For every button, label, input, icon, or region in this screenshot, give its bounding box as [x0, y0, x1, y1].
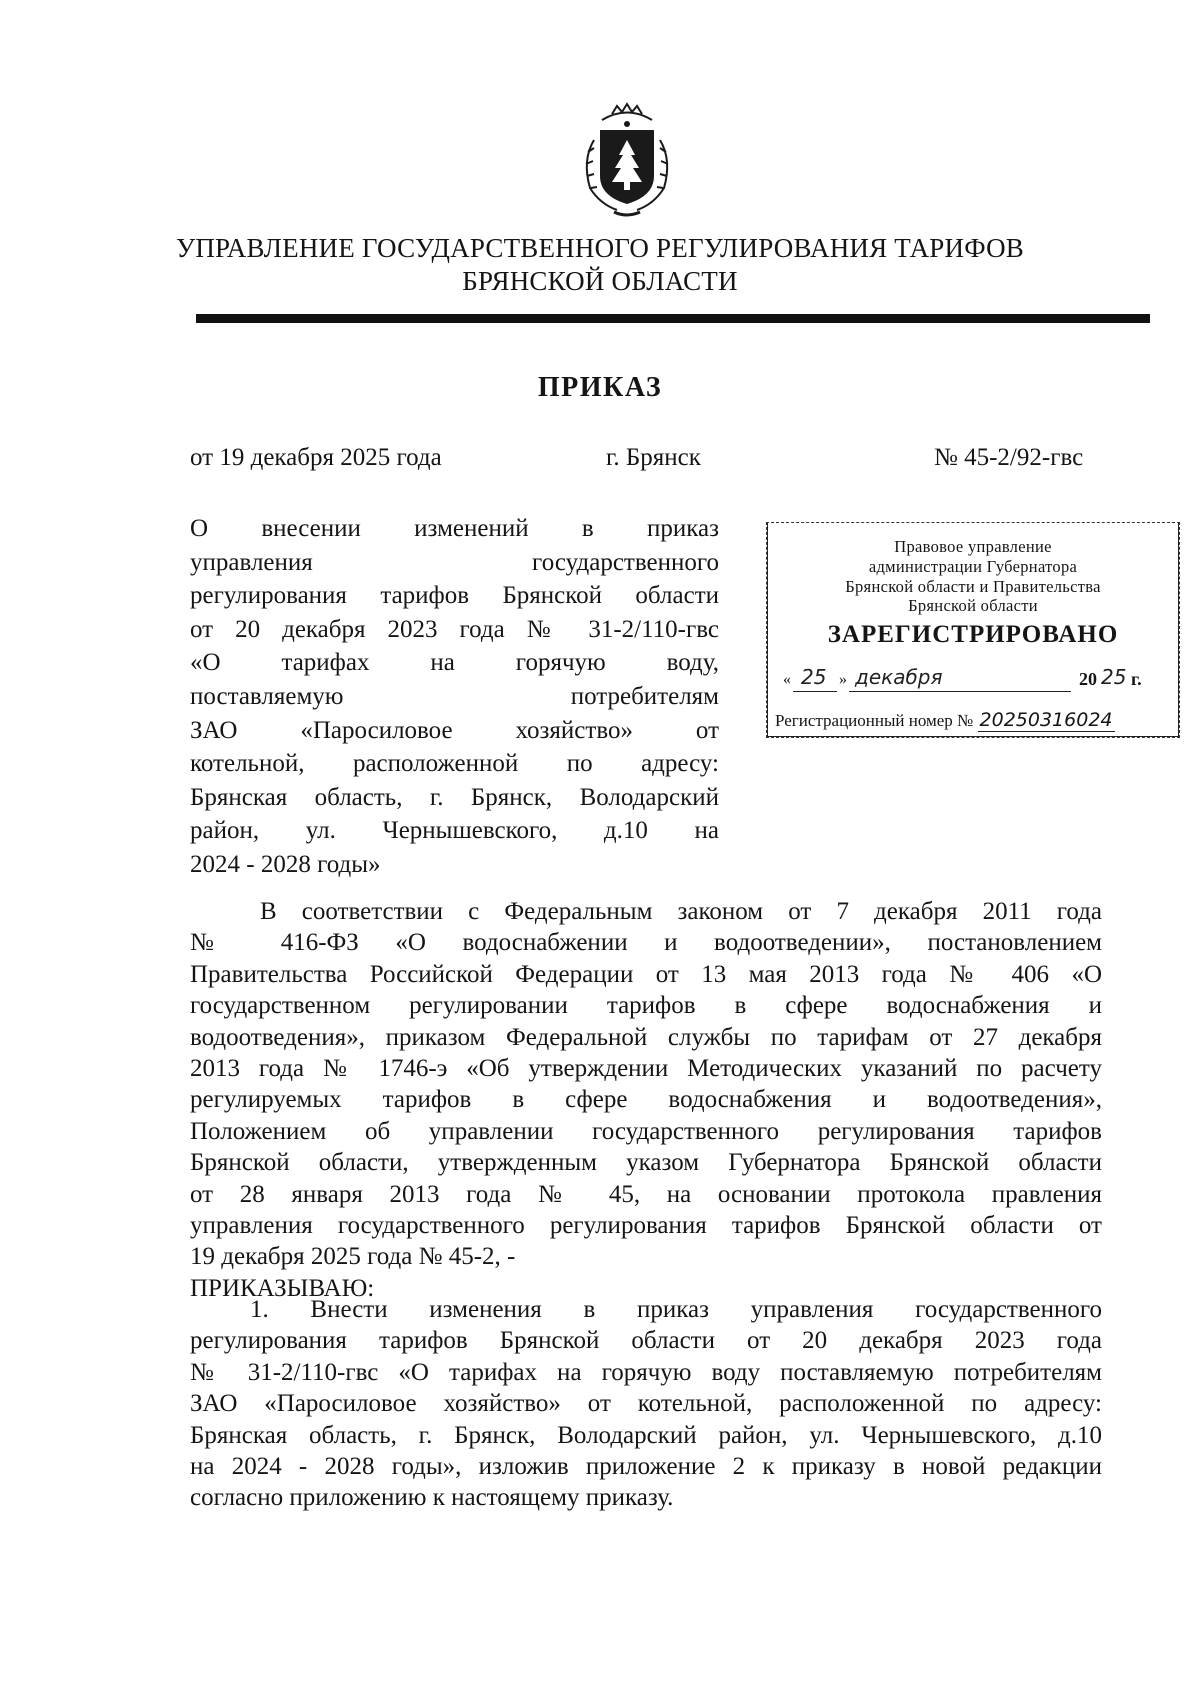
order-item-line: регулирования тарифов Брянской области от 20 декабря 2023 года [190, 1327, 1102, 1355]
subject-line: управления государственного [190, 548, 719, 576]
stamp-close-quote: » [839, 671, 847, 688]
preamble-line: Брянской области, утвержденным указом Губернатора Брянской области [190, 1149, 1102, 1177]
organization-title-line2: БРЯНСКОЙ ОБЛАСТИ [462, 266, 738, 296]
subject-line: «О тарифах на горячую воду, [190, 649, 719, 677]
preamble-line: В соответствии с Федеральным законом от 7 декабря 2011 года [260, 898, 1102, 925]
stamp-registration-number [775, 709, 1115, 731]
subject-line: регулирования тарифов Брянской области [190, 582, 719, 610]
stamp-reg-number: 20250316024 [979, 709, 1113, 731]
subject-line: 2024 - 2028 годы» [190, 850, 381, 878]
document-city: г. Брянск [606, 444, 701, 471]
stamp-line: администрации Губернатора [868, 557, 1078, 576]
order-item-line: Брянская область, г. Брянск, Володарский район, ул. Чернышевского, д.10 [190, 1421, 1102, 1449]
stamp-year-end: г. [1131, 669, 1142, 689]
preamble-line: Правительства Российской Федерации от 13 мая 2013 года № 406 «О [190, 960, 1102, 988]
order-item-1 [190, 1294, 1102, 1514]
stamp-line: Брянской области и Правительства [845, 577, 1101, 596]
organization-title [150, 232, 1050, 298]
preamble-line: от 28 января 2013 года № 45, на основании протокола правления [190, 1180, 1102, 1208]
order-keyword: ПРИКАЗЫВАЮ: [190, 1274, 375, 1302]
preamble-line: Положением об управлении государственного регулирования тарифов [190, 1117, 1102, 1145]
order-item-line: ЗАО «Паросиловое хозяйство» от котельной, расположенной по адресу: [190, 1390, 1102, 1418]
registration-stamp [766, 522, 1180, 738]
preamble-paragraph [190, 896, 1102, 1304]
stamp-reg-label: Регистрационный номер № [775, 711, 974, 730]
subject-line: поставляемую потребителям [190, 682, 719, 710]
coat-of-arms-icon [572, 100, 682, 220]
stamp-registered-label: ЗАРЕГИСТРИРОВАНО [827, 621, 1119, 648]
stamp-day: 25 [801, 665, 827, 689]
subject-line: О внесении изменений в приказ [190, 515, 719, 542]
stamp-month: декабря [855, 665, 943, 689]
preamble-line: 19 декабря 2025 года № 45-2, - [190, 1243, 516, 1271]
order-item-line: 1. Внести изменения в приказ управления государственного [250, 1296, 1102, 1323]
stamp-open-quote: « [783, 671, 791, 688]
stamp-year-prefix: 20 [1079, 669, 1097, 689]
order-item-line: согласно приложению к настоящему приказу. [190, 1484, 674, 1512]
subject-line: район, ул. Чернышевского, д.10 на [190, 817, 719, 845]
document-date: от 19 декабря 2025 года [190, 444, 442, 471]
order-item-line: № 31-2/110-гвс «О тарифах на горячую воду поставляемую потребителям [190, 1358, 1102, 1386]
preamble-line: № 416-ФЗ «О водоснабжении и водоотведении», постановлением [190, 929, 1102, 957]
document-type: ПРИКАЗ [537, 372, 663, 403]
stamp-date [783, 665, 1163, 695]
stamp-day-underline [793, 691, 837, 692]
document-subject [190, 512, 719, 882]
subject-line: Брянская область, г. Брянск, Володарский [190, 783, 719, 811]
stamp-year-suffix: 25 [1101, 665, 1127, 689]
preamble-line: 2013 года № 1746-э «Об утверждении Методических указаний по расчету [190, 1054, 1102, 1082]
subject-line: от 20 декабря 2023 года № 31-2/110-гвс [190, 615, 719, 643]
preamble-line: государственном регулировании тарифов в сфере водоснабжения и [190, 992, 1102, 1020]
order-item-line: на 2024 - 2028 годы», изложив приложение 2 к приказу в новой редакции [190, 1452, 1102, 1480]
stamp-line: Брянской области [908, 596, 1038, 615]
preamble-line: управления государственного регулирования тарифов Брянской области от [190, 1211, 1102, 1239]
document-number: № 45-2/92-гвс [934, 444, 1084, 471]
preamble-line: регулируемых тарифов в сфере водоснабжения и водоотведения», [190, 1086, 1102, 1114]
header-divider [196, 314, 1150, 323]
organization-title-line1: УПРАВЛЕНИЕ ГОСУДАРСТВЕННОГО РЕГУЛИРОВАНИЯ ТАРИФОВ [176, 233, 1024, 263]
stamp-line: Правовое управление [894, 537, 1052, 556]
stamp-month-underline [849, 691, 1071, 692]
subject-line: ЗАО «Паросиловое хозяйство» от [190, 716, 719, 744]
subject-line: котельной, расположенной по адресу: [190, 750, 719, 778]
preamble-line: водоотведения», приказом Федеральной службы по тарифам от 27 декабря [190, 1023, 1102, 1051]
